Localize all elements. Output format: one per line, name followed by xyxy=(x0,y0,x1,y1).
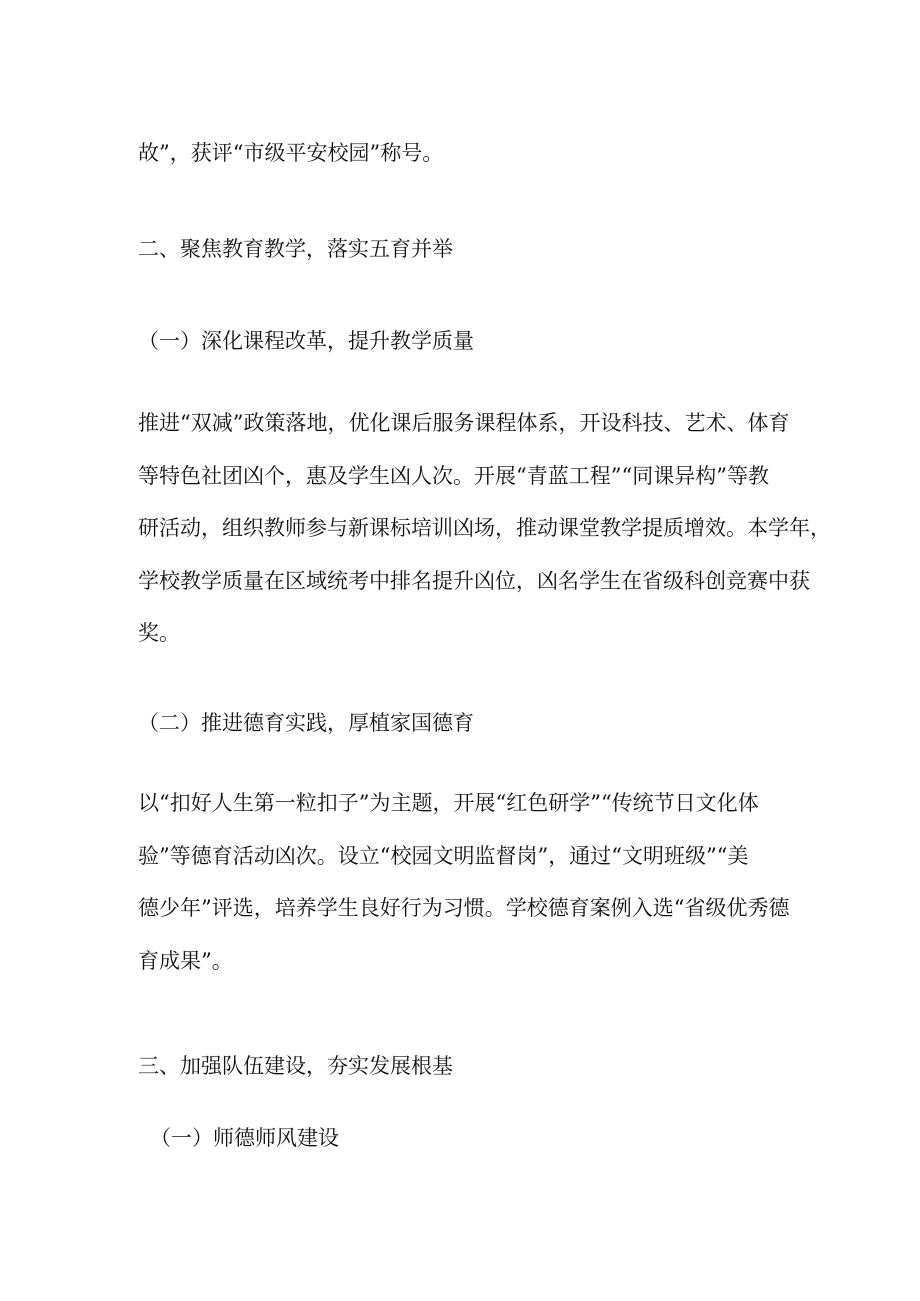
paragraph-line: 等特色社团凶个，惠及学生凶人次。开展“青蓝工程”“同课异构”等教 xyxy=(138,463,769,488)
paragraph-line: 研活动，组织教师参与新课标培训凶场，推动课堂教学提质增效。本学年， xyxy=(138,516,831,541)
paragraph-line: 育成果”。 xyxy=(138,948,233,973)
section-heading-2: 二、聚焦教育教学，落实五育并举 xyxy=(138,237,453,261)
section-heading-3: 三、加强队伍建设，夯实发展根基 xyxy=(138,1054,453,1078)
paragraph-line: 奖。 xyxy=(138,621,180,646)
paragraph-line: 德少年”评选，培养学生良好行为习惯。学校德育案例入选“省级优秀德 xyxy=(138,896,790,921)
paragraph-line: 推进“双减”政策落地，优化课后服务课程体系，开设科技、艺术、体育 xyxy=(138,411,790,435)
continuation-text: 故”，获评“市级平安校园”称号。 xyxy=(138,141,444,165)
paragraph-curriculum-reform xyxy=(138,397,831,660)
paragraph-moral-education xyxy=(138,777,798,987)
subsection-heading-3-1: （一）师德师风建设 xyxy=(150,1126,339,1150)
paragraph-line: 以“扣好人生第一粒扣子”为主题，开展“红色研学”“传统节日文化体 xyxy=(138,791,759,815)
subsection-heading-2-2: （二）推进德育实践，厚植家国德育 xyxy=(138,711,474,735)
subsection-heading-2-1: （一）深化课程改革，提升教学质量 xyxy=(138,329,474,353)
paragraph-line: 验”等德育活动凶次。设立“校园文明监督岗”，通过“文明班级”“美 xyxy=(138,843,749,868)
paragraph-line: 学校教学质量在区域统考中排名提升凶位，凶名学生在省级科创竞赛中获 xyxy=(138,568,810,593)
